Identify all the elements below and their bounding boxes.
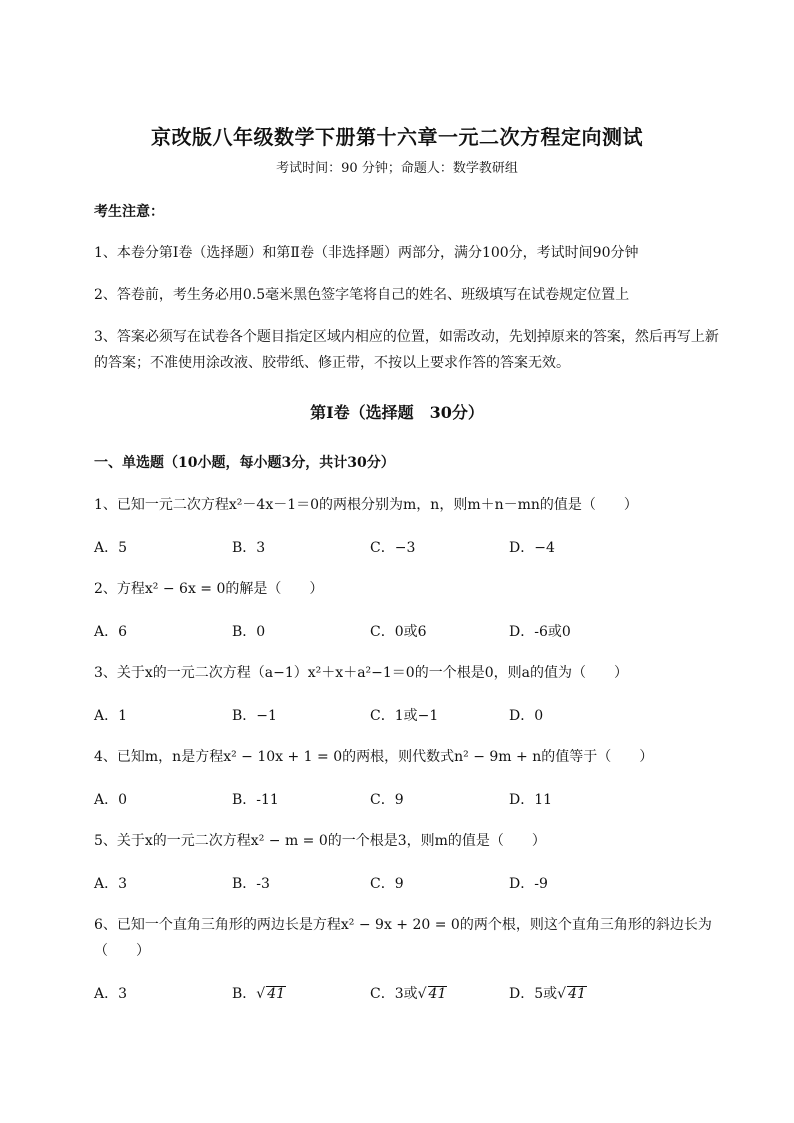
option-c[interactable]: C．9 <box>370 792 404 808</box>
option-label: B． <box>232 986 257 1002</box>
option-a[interactable]: A．0 <box>94 792 128 808</box>
option-b[interactable]: B．0 <box>232 624 266 640</box>
option-b[interactable]: B．3 <box>232 540 266 556</box>
option-d[interactable]: D．-6或0 <box>509 624 571 640</box>
question-stem-6: 6、已知一个直角三角形的两边长是方程x² − 9x + 20 = 0的两个根，则这个直角三角形的斜边长为 <box>94 917 712 933</box>
note-item: 的答案；不准使用涂改液、胶带纸、修正带，不按以上要求作答的答案无效。 <box>94 355 570 371</box>
option-label: C．3或 <box>370 986 418 1002</box>
option-d[interactable]: D．11 <box>509 792 553 808</box>
question-stem-4: 4、已知m，n是方程x² − 10x + 1 = 0的两根，则代数式n² − 9m + n的值等于（ ） <box>94 749 654 765</box>
part-heading: 一、单选题（10小题，每小题3分，共计30分） <box>94 455 395 471</box>
radicand: 41 <box>568 986 586 1002</box>
note-item: 3、答案必须写在试卷各个题目指定区域内相应的位置，如需改动，先划掉原来的答案，然后再写上新 <box>94 329 719 345</box>
section-title: 第Ⅰ卷（选择题 30分） <box>310 403 484 422</box>
option-b[interactable]: B．−1 <box>232 708 277 724</box>
option-d[interactable]: D．0 <box>509 708 544 724</box>
option-a[interactable]: A．3 <box>94 986 128 1002</box>
option-b[interactable]: B．-11 <box>232 792 279 808</box>
notes-heading: 考生注意： <box>94 204 164 220</box>
option-c[interactable]: C．0或6 <box>370 624 427 640</box>
option-c[interactable]: C．1或−1 <box>370 708 439 724</box>
question-stem-1: 1、已知一元二次方程x²－4x－1＝0的两根分别为m，n，则m＋n－mn的值是（ ） <box>94 497 638 513</box>
option-a[interactable]: A．5 <box>94 540 128 556</box>
note-item: 1、本卷分第Ⅰ卷（选择题）和第Ⅱ卷（非选择题）两部分，满分100分，考试时间90分钟 <box>94 245 639 261</box>
option-b[interactable] <box>232 983 286 1003</box>
question-stem-5: 5、关于x的一元二次方程x² − m = 0的一个根是3，则m的值是（ ） <box>94 833 546 849</box>
option-d[interactable] <box>509 983 587 1003</box>
option-b[interactable]: B．-3 <box>232 876 270 892</box>
radicand: 41 <box>428 986 447 1002</box>
option-a[interactable]: A．3 <box>94 876 128 892</box>
option-c[interactable]: C．−3 <box>370 540 416 556</box>
question-stem-2: 2、方程x² − 6x = 0的解是（ ） <box>94 581 324 597</box>
question-stem-6-cont: （ ） <box>94 943 150 959</box>
page-subtitle: 考试时间：90 分钟；命题人：数学教研组 <box>276 161 518 176</box>
option-c[interactable] <box>370 983 447 1003</box>
option-label: D．5或 <box>509 986 558 1002</box>
option-a[interactable]: A．6 <box>94 624 128 640</box>
option-d[interactable]: D．-9 <box>509 876 548 892</box>
radicand: 41 <box>267 986 286 1002</box>
option-a[interactable]: A．1 <box>94 708 128 724</box>
note-item: 2、答卷前，考生务必用0.5毫米黑色签字笔将自己的姓名、班级填写在试卷规定位置上 <box>94 287 630 303</box>
sqrt-symbol: √ <box>417 986 427 1002</box>
page-title: 京改版八年级数学下册第十六章一元二次方程定向测试 <box>151 125 643 149</box>
option-c[interactable]: C．9 <box>370 876 404 892</box>
sqrt-symbol: √ <box>256 986 266 1002</box>
question-stem-3: 3、关于x的一元二次方程（a−1）x²＋x＋a²−1＝0的一个根是0，则a的值为（ ） <box>94 665 628 681</box>
sqrt-symbol: √ <box>557 986 567 1002</box>
option-d[interactable]: D．−4 <box>509 540 555 556</box>
